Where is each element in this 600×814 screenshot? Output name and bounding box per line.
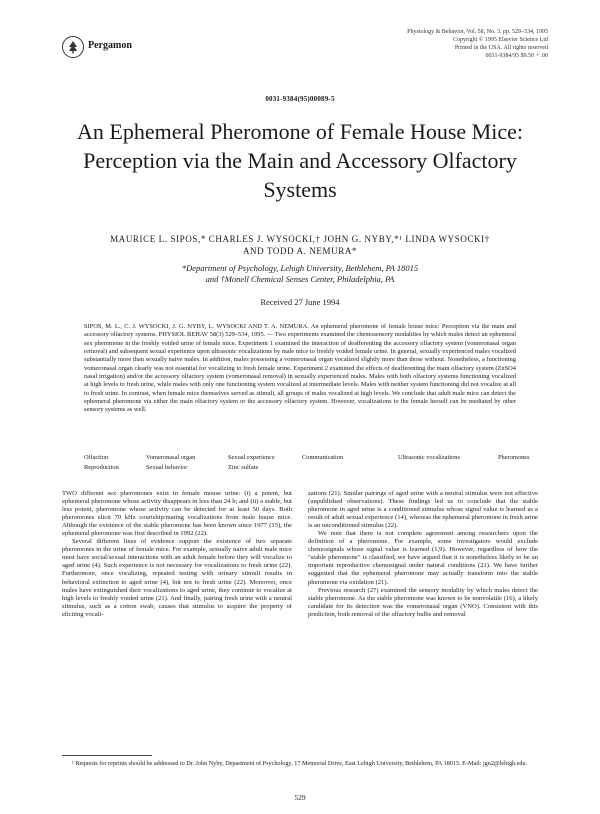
keyword: Communication <box>302 454 344 461</box>
publisher-name: Pergamon <box>88 40 132 51</box>
footnote-divider <box>62 755 152 756</box>
affiliation-line-2: and †Monell Chemical Senses Center, Philadelphia, PA <box>205 274 395 284</box>
author-list <box>70 233 530 257</box>
body-paragraph: Several different lines of evidence support the existence of two separate pheromones in the urine of female mice. For example, sexually naive adult male mice must have social/sexual interactions with an adult female before they will vocalize to aged urine (4). Such experience is not necessary for vocalizations to fresh urine (22). Furthermore, once vocalizing, repeated testing with urinary stimuli results in behavioral extinction to aged urine (4), but not to fresh urine (22). Moreover, once males have extinguished their vocalizations to aged urine, they continue to vocalize at high levels to freshly voided urine (21). And finally, pairing fresh urine with a neutral stimulus, such as a cotton swab, causes that stimulus to acquire the property of eliciting vocali- <box>62 538 292 618</box>
abstract: SIPOS, M. L., C. J. WYSOCKI, J. G. NYBY, L. WYSOCKI AND T. A. NEMURA. An ephemeral pheromone of female house mice: Perception via the main and accessory olfactory systems. PHYSIOL BEHAV 58(3) 529–534, 1995. — Two experiments examined the chemosensory modalities by which males detect an ephemeral sex pheromone in the freshly voided urine of female mice. Experiment 1 examined the interaction of deafferenting the accessory olfactory system (vomeronasal organ removal) and subsequent sexual experience upon ultrasonic vocalizations by male mice to freshly voided female urine. In general, sexually experienced males vocalized substantially more than sexually naive males. In addition, males possessing a vomeronasal organ vocalized slightly more than those without. Nonetheless, a functioning vomeronasal organ clearly was not essential for vocalizing to fresh female urine. Experiment 2 examined the effects of deafferenting the main olfactory system (ZnSO4 nasal irrigation) and/or the accessory olfactory system (vomeronasal removal) in sexually experienced males. Males with both olfactory systems functioning vocalized at high levels to fresh urine, while males with only one functioning system vocalized at intermediate levels. Males with neither system functioning did not vocalize at all to fresh urine. In contrast, when female mice themselves served as stimuli, all groups of males vocalized at high levels. We conclude that adult male mice can detect the ephemeral pheromone via either the main olfactory system or the accessory olfactory system. However, vocalizations to the female herself can be mediated by other sensory systems as well. <box>84 323 516 414</box>
affiliations <box>80 263 520 285</box>
body-paragraph: Previous research (27) examined the sensory modality by which males detect the stable pheromone. As the stable pheromone was known to be nonvolatile (16), a likely candidate for its detection was the vomeronasal organ (VNO). Consistent with this prediction, both removal of the olfactory bulbs and removal <box>308 586 538 618</box>
body-column-left <box>62 490 292 619</box>
authors-line-1: MAURICE L. SIPOS,* CHARLES J. WYSOCKI,† JOHN G. NYBY,*¹ LINDA WYSOCKI† <box>110 234 490 244</box>
keyword: Reproduction <box>84 464 119 471</box>
journal-copyright: Copyright © 1995 Elsevier Science Ltd <box>452 37 548 43</box>
doi: 0031-9384(95)00089-5 <box>265 95 335 103</box>
article-title: An Ephemeral Pheromone of Female House Mice: Perception via the Main and Accessory Olfactory Systems <box>77 119 523 202</box>
tree-icon <box>65 39 81 55</box>
keywords <box>84 453 530 472</box>
body-paragraph: zations (21). Similar pairings of aged urine with a neutral stimulus were not effective (unpublished observations). These findings led us to conclude that the stable pheromone in aged urine is a conditioned stimulus whose signal value is learned as a result of adult sexual experience (14), whereas the ephemeral pheromone in fresh urine is an unconditioned stimulus (22). <box>308 490 538 530</box>
page-number: 529 <box>294 793 306 802</box>
body-column-right <box>308 490 538 619</box>
journal-citation: Physiology & Behavior, Vol. 58, No. 3, pp. 529–534, 1995 <box>407 29 548 35</box>
keyword: Olfaction <box>84 454 109 461</box>
affiliation-line-1: *Department of Psychology, Lehigh University, Bethlehem, PA 18015 <box>181 263 419 273</box>
publisher-logo <box>62 36 84 58</box>
body-paragraph: We note that there is not complete agreement among researchers upon the definition of a pheromone. For example, some investigators would exclude chemosignals whose signal value is learned (1,9). However, regardless of how the "stable pheromone" is classified, we have argued that it is nonetheless likely to be an important reproductive chemosignal under natural conditions (21). We have further suggested that the ephemeral pheromone may actually transform into the stable pheromone via oxidation (21). <box>308 530 538 586</box>
keyword: Pheromones <box>498 454 530 461</box>
keyword: Vomeronasal organ <box>146 454 196 461</box>
keyword: Ultrasonic vocalizations <box>398 454 460 461</box>
journal-info <box>388 28 548 60</box>
keyword: Sexual experience <box>228 454 275 461</box>
authors-line-2: AND TODD A. NEMURA* <box>242 246 358 256</box>
received-date: Received 27 June 1994 <box>260 297 340 307</box>
journal-printed: Printed in the USA. All rights reserved <box>454 45 548 51</box>
journal-issn: 0031-9384/95 $9.50 + .00 <box>485 53 548 59</box>
body-paragraph: TWO different sex pheromones exist in female mouse urine: (i) a potent, but ephemeral pheromone whose activity disappears in less than 24 h; and (ii) a stable, but less potent, pheromone whose activity can be detected for at least 50 days. Both pheromones elicit 70 kHz courtship/mating vocalizations from male house mice. Although the existence of the stable pheromone has been known since 1977 (15), the ephemeral pheromone was first described in 1992 (22). <box>62 490 292 538</box>
footnote: ¹ Requests for reprints should be addressed to Dr. John Nyby, Department of Psychology, 17 Memorial Drive, East Lehigh University, Bethlehem, PA 18015. E-Mail: jgn2@lehigh.edu. <box>72 760 528 767</box>
keyword: Sexual behavior <box>146 464 188 471</box>
keyword: Zinc sulfate <box>228 464 259 471</box>
